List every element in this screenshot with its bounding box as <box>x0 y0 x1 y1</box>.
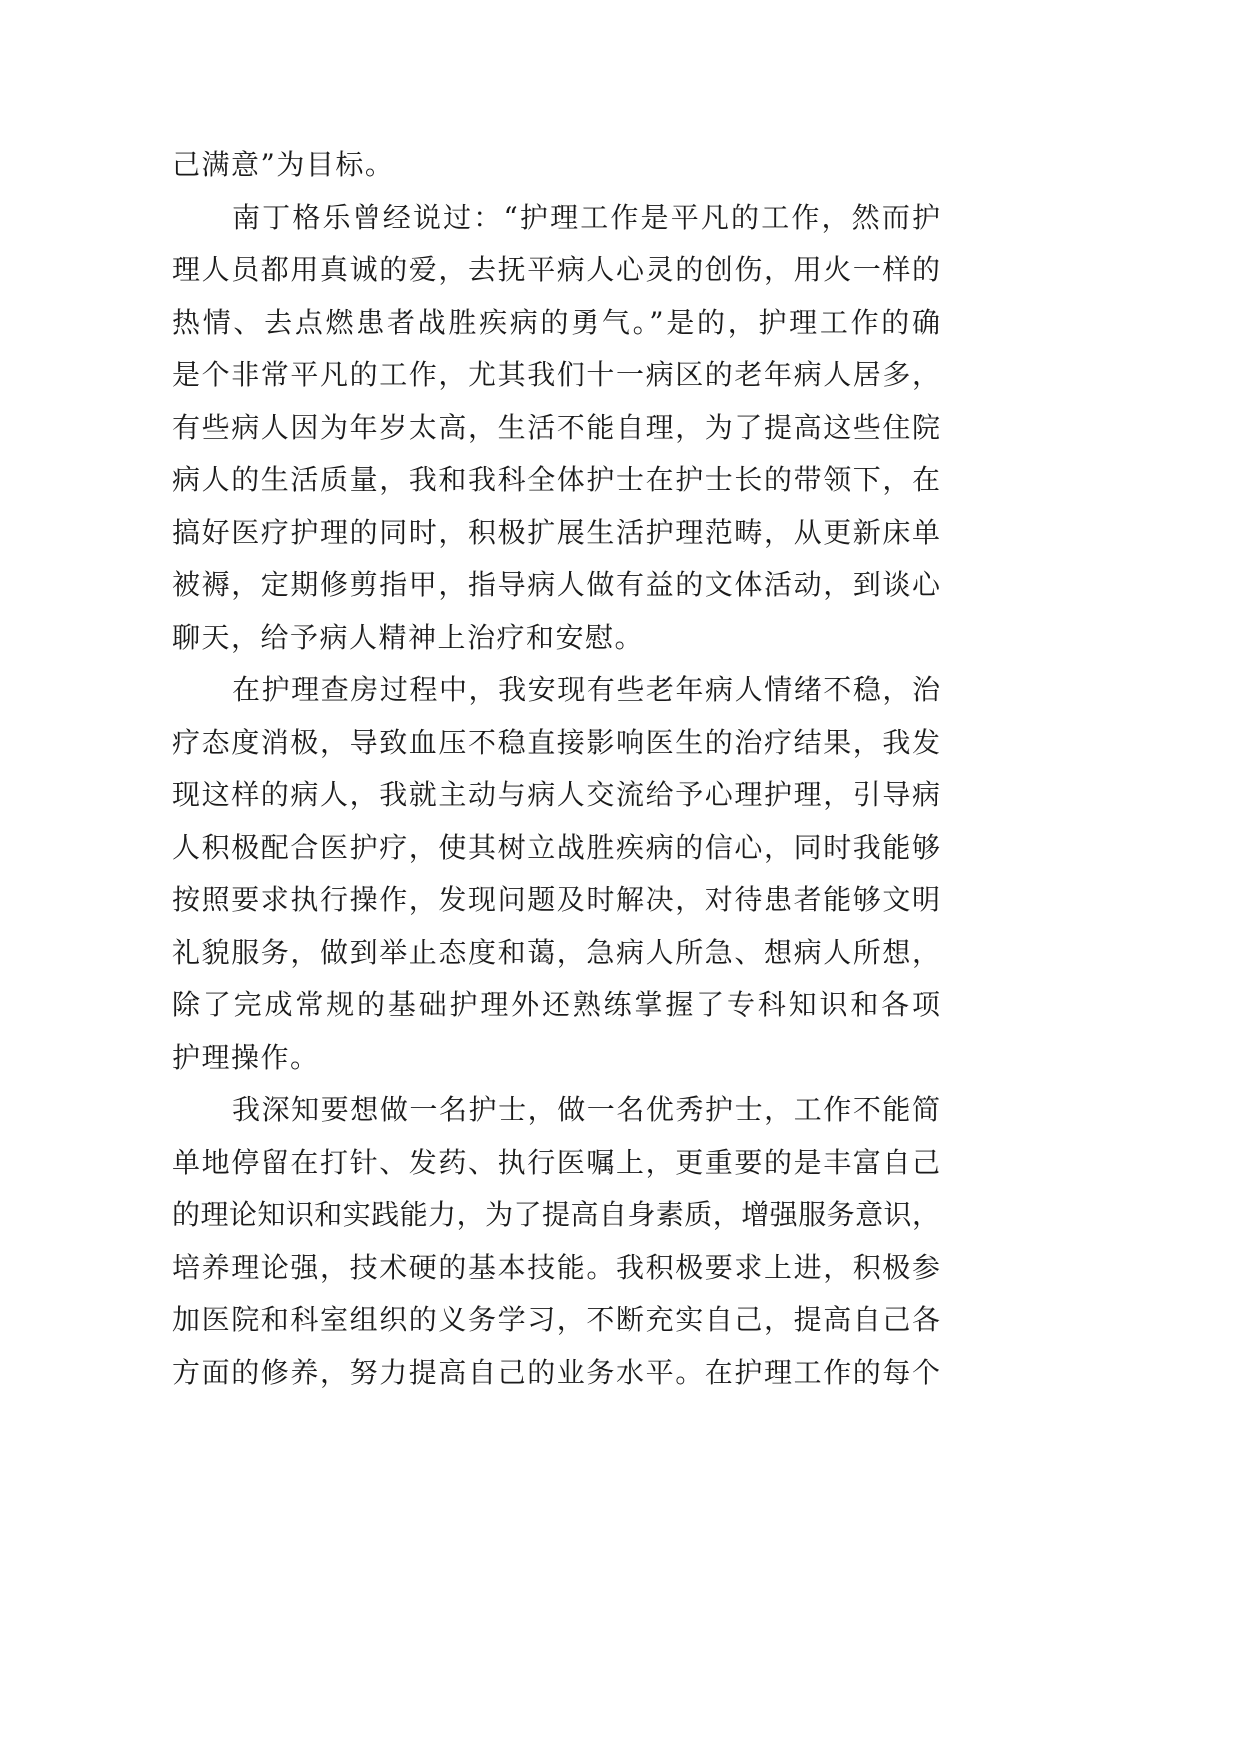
text-line: 除了完成常规的基础护理外还熟练掌握了专科知识和各项 <box>172 988 940 1021</box>
text-line: 护理操作。 <box>172 1040 320 1074</box>
text-line: 方面的修养，努力提高自己的业务水平。在护理工作的每个 <box>172 1355 940 1389</box>
text-line: 南丁格乐曾经说过：“护理工作是平凡的工作，然而护 <box>232 200 940 234</box>
text-line: 疗态度消极，导致血压不稳直接影响医生的治疗结果，我发 <box>172 725 940 759</box>
text-line: 加医院和科室组织的义务学习，不断充实自己，提高自己各 <box>172 1303 940 1336</box>
text-line: 现这样的病人，我就主动与病人交流给予心理护理，引导病 <box>172 778 940 811</box>
paragraph <box>172 192 940 665</box>
text-line: 培养理论强，技术硬的基本技能。我积极要求上进，积极参 <box>172 1250 940 1284</box>
text-line: 热情、去点燃患者战胜疾病的勇气。”是的，护理工作的确 <box>172 305 940 339</box>
text-line: 按照要求执行操作，发现问题及时解决，对待患者能够文明 <box>172 883 940 916</box>
body-text <box>172 139 940 1399</box>
text-line: 理人员都用真诚的爱，去抚平病人心灵的创伤，用火一样的 <box>172 253 940 286</box>
text-line: 礼貌服务，做到举止态度和蔼，急病人所急、想病人所想， <box>172 935 940 969</box>
text-line: 搞好医疗护理的同时，积极扩展生活护理范畴，从更新床单 <box>172 515 940 549</box>
text-line: 的理论知识和实践能力，为了提高自身素质，增强服务意识， <box>172 1198 940 1231</box>
paragraph <box>172 1084 940 1399</box>
text-line: 是个非常平凡的工作，尤其我们十一病区的老年病人居多， <box>172 358 940 391</box>
text-line: 单地停留在打针、发药、执行医嘱上，更重要的是丰富自己 <box>172 1145 940 1179</box>
text-line: 我深知要想做一名护士，做一名优秀护士，工作不能简 <box>232 1093 940 1126</box>
text-line: 人积极配合医护疗，使其树立战胜疾病的信心，同时我能够 <box>172 830 940 864</box>
text-line: 被褥，定期修剪指甲，指导病人做有益的文体活动，到谈心 <box>172 568 940 601</box>
text-line: 在护理查房过程中，我安现有些老年病人情绪不稳，治 <box>232 673 940 706</box>
text-line: 有些病人因为年岁太高，生活不能自理，为了提高这些住院 <box>172 410 940 444</box>
paragraph-continued <box>172 139 940 192</box>
paragraph <box>172 664 940 1084</box>
text-line: 病人的生活质量，我和我科全体护士在护士长的带领下，在 <box>172 463 940 496</box>
text-line: 己满意”为目标。 <box>172 148 395 181</box>
text-line: 聊天，给予病人精神上治疗和安慰。 <box>172 620 645 654</box>
